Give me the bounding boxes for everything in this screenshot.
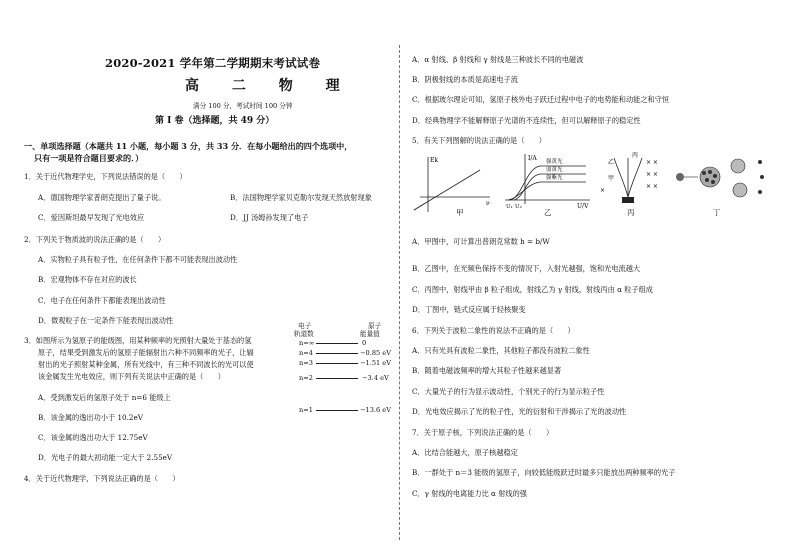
q4-option-a: A．α 射线、β 射线和 γ 射线是三种波长不同的电磁波 <box>412 55 584 64</box>
q3-stem-line-3: 射出的光子照射某种金属，所有光线中，有三种不同波长的光可以使 <box>38 360 254 369</box>
q6-option-b: B．随着电磁波频率的增大其粒子性越来越显著 <box>412 366 562 375</box>
level-n4-energy: −0.85 eV <box>360 349 391 357</box>
jia-axis-y: Ek <box>430 157 439 164</box>
energy-head-left: 电子 <box>298 322 312 330</box>
q1-option-d: D．JJ 汤姆孙发现了电子 <box>230 213 309 222</box>
q7-option-a: A．比结合能越大，原子核越稳定 <box>412 448 518 457</box>
exam-subject: 高 二 物 理 <box>185 78 354 94</box>
q1-option-c: C．爱因斯坦最早发现了光电效应 <box>38 213 145 222</box>
q1-option-a: A．德国物理学家普朗克提出了量子说。 <box>38 193 166 202</box>
q5-option-c: C．丙图中，射线甲由 β 粒子组成，射线乙为 γ 射线，射线丙由 α 粒子组成 <box>412 285 653 294</box>
yi-legend-1: 强黄光 <box>546 159 563 165</box>
level-n1-energy: −13.6 eV <box>360 406 391 414</box>
figure-ding-label: 丁 <box>713 208 721 217</box>
q4-option-c: C．根据玻尔理论可知，氢原子核外电子跃迁过程中电子的电势能和动能之和守恒 <box>412 95 670 104</box>
q2-option-c: C．电子在任何条件下都能表现出波动性 <box>38 296 166 305</box>
level-n3-line <box>316 363 358 364</box>
column-divider <box>399 45 400 540</box>
q4-option-d: D．经典物理学不能解释原子光谱的不连续性，但可以解释原子的稳定性 <box>412 116 641 125</box>
level-n-inf-label: n=∞ <box>299 339 315 347</box>
jia-axis-x: ν <box>486 200 490 207</box>
level-n3-energy: −1.51 eV <box>360 359 391 367</box>
figure-ding-diagram <box>676 159 764 197</box>
energy-head-right-2: 能量值 <box>360 330 380 338</box>
q3-option-b: B．该金属的逸出功小于 10.2eV <box>38 413 143 422</box>
q2-option-b: B．宏观物体不存在对应的波长 <box>38 275 137 284</box>
section-title-line-2: 只有一项是符合题目要求的．） <box>34 153 144 163</box>
q3-stem-line-1: 3．如图所示为氢原子的能级图，用某种频率的光照射大量处于基态的氢 <box>24 336 252 345</box>
q7-stem: 7．关于原子核，下列说法正确的是（ ） <box>412 428 554 437</box>
figure-yi-graph <box>505 154 590 210</box>
q5-figures <box>410 152 790 222</box>
bing-label-3: 甲 <box>608 175 615 182</box>
level-n-inf-line <box>316 343 358 344</box>
figure-jia-graph <box>414 157 490 212</box>
q2-stem: 2．下列关于物质波的说法正确的是（ ） <box>24 235 166 244</box>
level-n4-label: n=4 <box>299 349 313 357</box>
figure-bing-diagram <box>600 152 658 203</box>
yi-legend-3: 强紫光 <box>546 175 563 181</box>
energy-head-right: 原子 <box>368 322 382 330</box>
q3-option-c: C．该金属的逸出功大于 12.75eV <box>38 433 148 442</box>
yi-axis-y: I/A <box>528 155 537 162</box>
energy-head-left-2: 轨道数 <box>294 330 314 338</box>
yi-u1: U₁ <box>506 204 513 210</box>
figure-bing-label: 丙 <box>627 208 635 217</box>
q4-stem: 4．关于近代物理学，下列说法正确的是（ ） <box>24 474 180 483</box>
q4-option-b: B．阴极射线的本质是高速电子流 <box>412 75 518 84</box>
level-n1-label: n=1 <box>299 406 313 414</box>
section-title-line-1: 一、单项选择题（本题共 11 小题，每小题 3 分，共 33 分．在每小题给出的四个选项中， <box>24 141 353 151</box>
q3-stem-line-4: 该金属发生光电效应，则下列有关说法中正确的是（ ） <box>38 372 225 381</box>
level-n-inf-energy: 0 <box>362 339 367 347</box>
level-n2-energy: −3.4 eV <box>362 374 389 382</box>
q7-option-c: C．γ 射线的电离能力比 α 射线的强 <box>412 489 527 498</box>
level-n2-label: n=2 <box>299 374 313 382</box>
q6-option-a: A．只有光具有波粒二象性，其他粒子都没有波粒二象性 <box>412 346 590 355</box>
yi-legend-2: 弱黄光 <box>546 167 563 173</box>
figure-yi-label: 乙 <box>544 208 552 217</box>
svg-text:× ×: × × <box>646 171 658 178</box>
svg-text:× ×: × × <box>646 183 658 190</box>
exam-meta: 满分 100 分，考试时间 100 分钟 <box>193 102 293 110</box>
figure-jia-label: 甲 <box>456 208 464 217</box>
q5-option-a: A．甲图中，可计算出普朗克常数 h = b/W <box>412 237 550 246</box>
energy-level-diagram <box>290 322 390 422</box>
level-n4-line <box>316 353 358 354</box>
q1-stem: 1．关于近代物理学史，下列说法错误的是（ ） <box>24 172 187 181</box>
q3-option-a: A．受到激发后的氢原子处于 n=6 能级上 <box>38 393 171 402</box>
q2-option-d: D．微观粒子在一定条件下能表现出波动性 <box>38 316 174 325</box>
q7-option-b: B．一群处于 n＝3 能级的氢原子，向较低能级跃迁时最多只能放出两种频率的光子 <box>412 468 676 477</box>
bing-label-2: 丙 <box>632 152 639 159</box>
level-n1-line <box>316 410 358 411</box>
level-n2-line <box>316 378 358 379</box>
yi-u2: U₂ <box>515 204 522 210</box>
bing-label-1: 乙 <box>608 159 615 166</box>
q6-option-d: D．光电效应揭示了光的粒子性，光的衍射和干涉揭示了光的波动性 <box>412 407 627 416</box>
q3-option-d: D．光电子的最大初动能一定大于 2.55eV <box>38 453 173 462</box>
q6-stem: 6．下列关于波粒二象性的说法不正确的是（ ） <box>412 326 575 335</box>
yi-axis-x: U/V <box>577 203 589 210</box>
q3-stem-line-2: 原子，结果受到激发后的氢原子能辐射出六种不同频率的光子，让辐 <box>38 348 254 357</box>
q6-option-c: C．大量光子的行为显示波动性，个别光子的行为显示粒子性 <box>412 387 605 396</box>
q2-option-a: A．实物粒子具有粒子性，在任何条件下都不可能表现出波动性 <box>38 255 238 264</box>
q5-option-d: D．丁图中，链式反应属于轻核聚变 <box>412 305 526 314</box>
exam-title: 2020-2021 学年第二学期期末考试试卷 <box>105 56 321 70</box>
exam-part-title: 第 I 卷（选择题，共 49 分） <box>155 116 275 126</box>
q5-stem: 5．有关下列图解的说法正确的是（ ） <box>412 136 546 145</box>
level-n3-label: n=3 <box>299 359 313 367</box>
q5-option-b: B．乙图中，在光频色保持不变的情况下，入射光越强，饱和光电流越大 <box>412 264 641 273</box>
svg-text:×: × <box>600 187 606 194</box>
svg-text:× ×: × × <box>646 159 658 166</box>
q1-option-b: B．法国物理学家贝克勒尔发现天然放射现象 <box>230 193 372 202</box>
section-title <box>24 140 352 164</box>
